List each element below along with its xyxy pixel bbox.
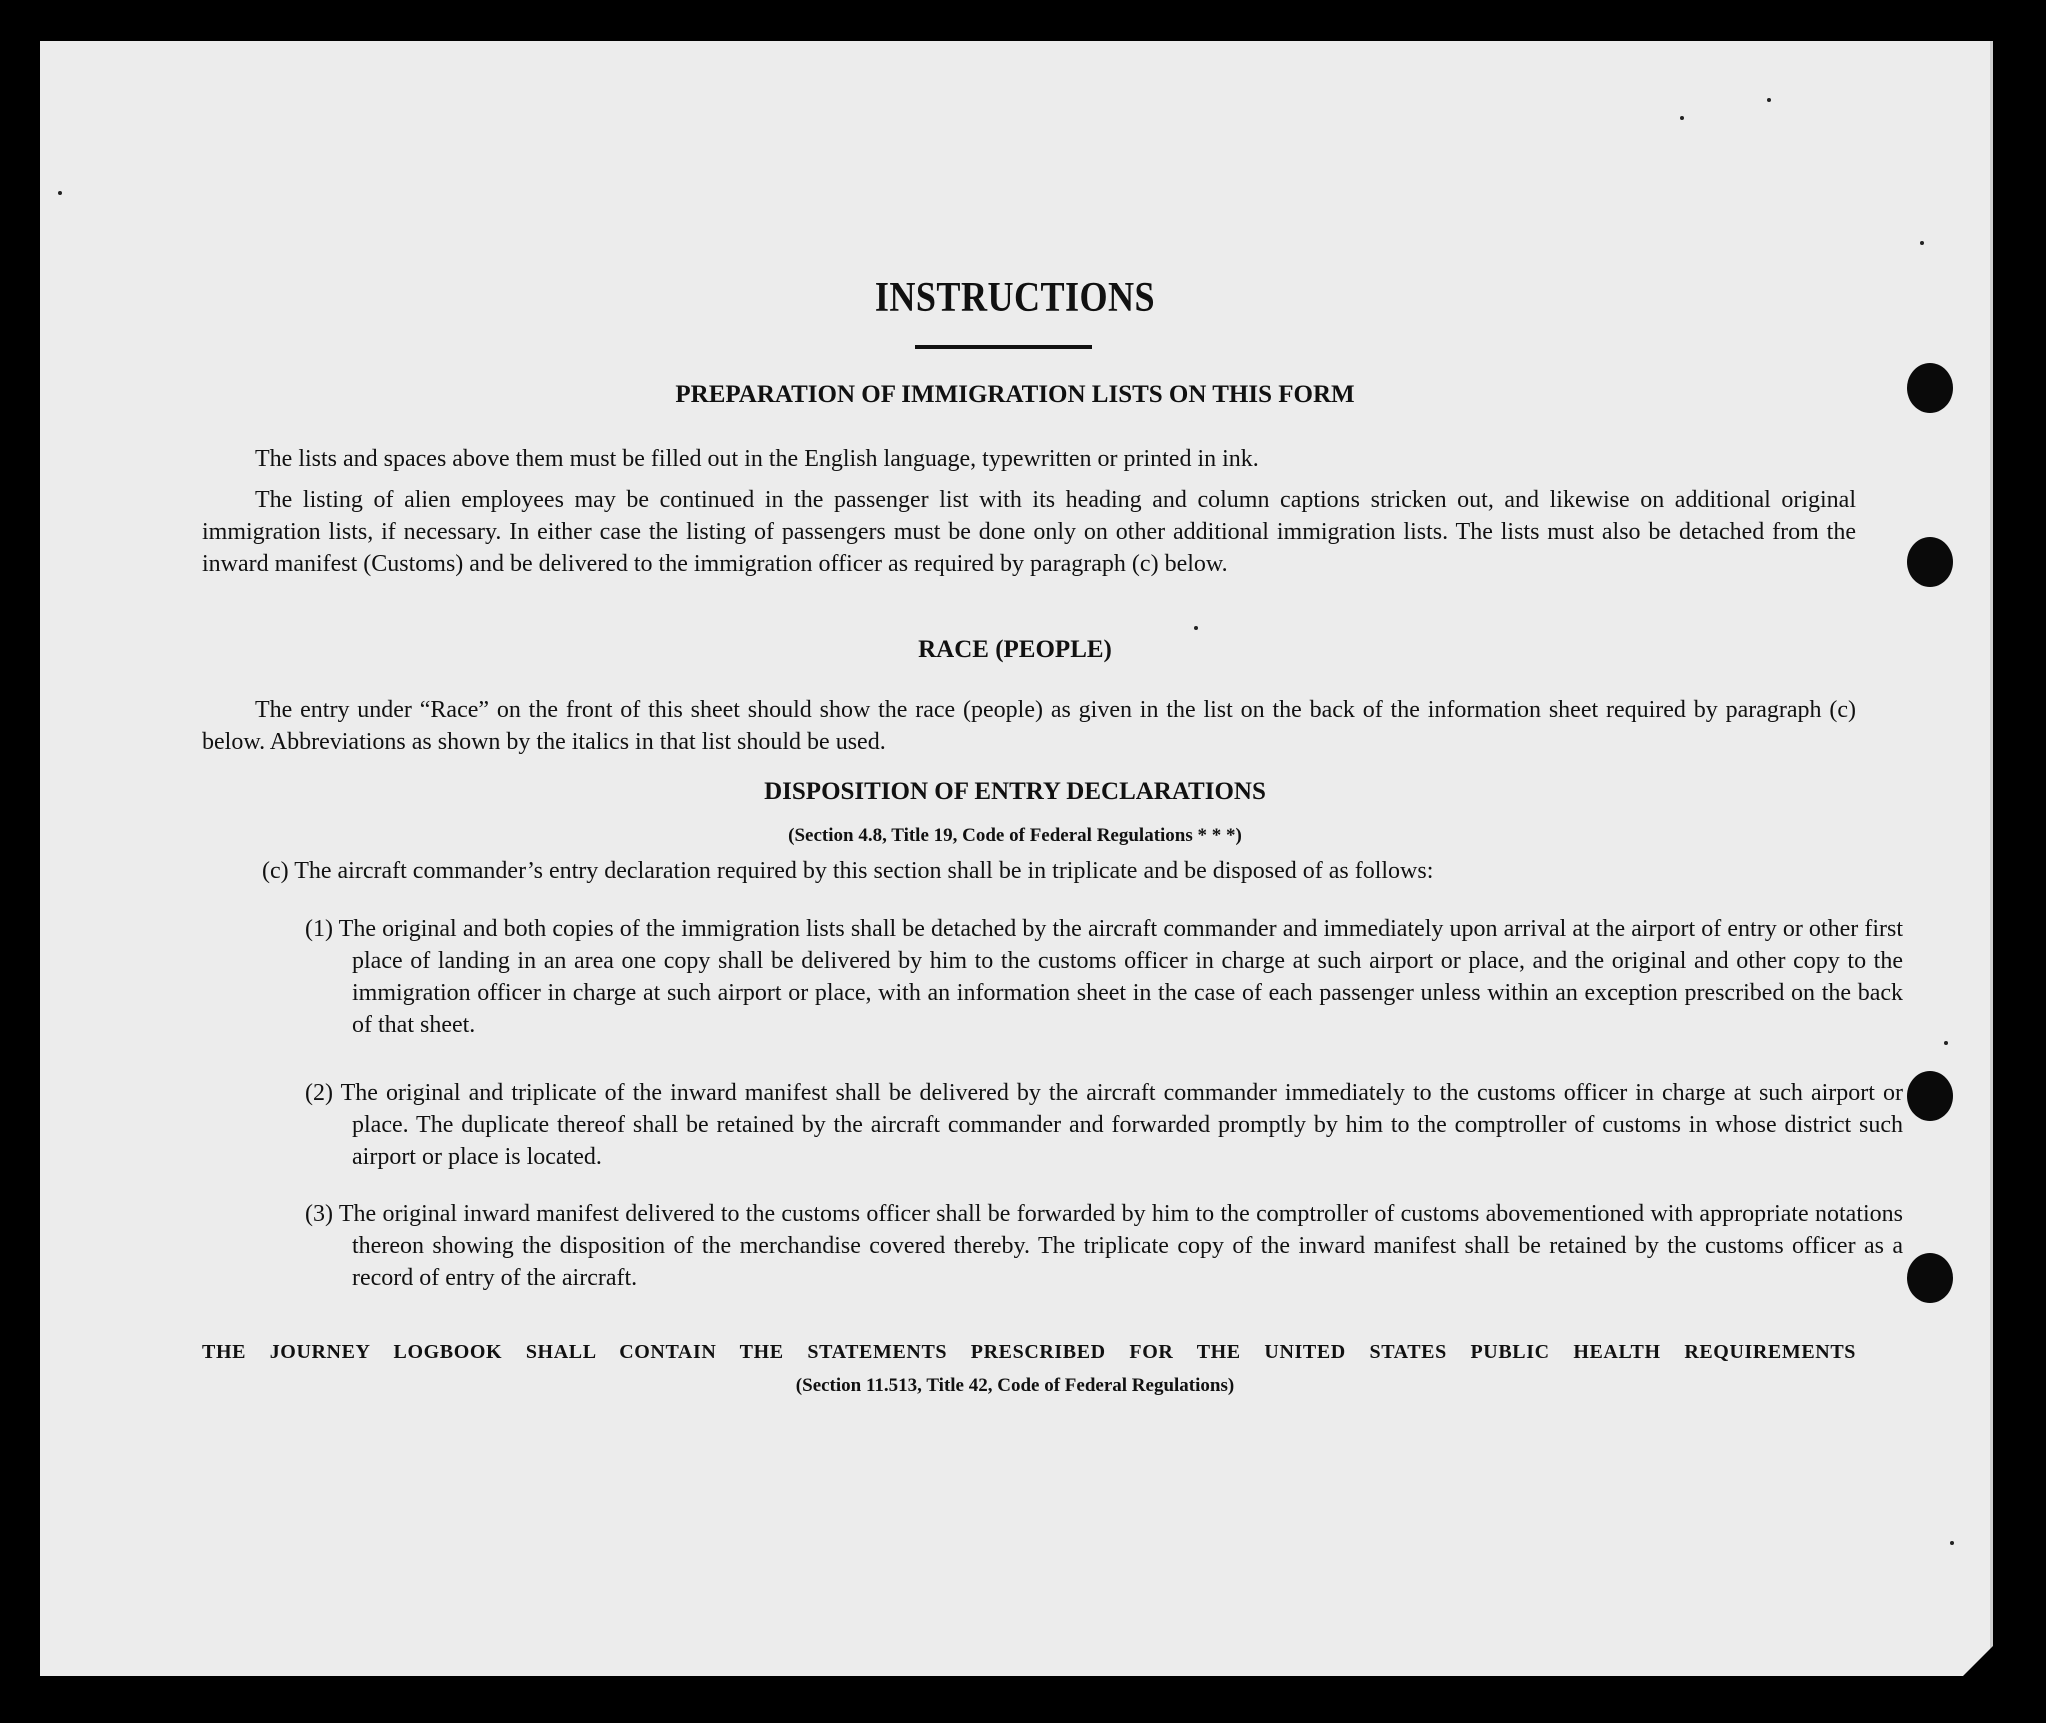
punch-hole [1907,1071,1953,1121]
scan-speck [58,191,62,195]
page-title: INSTRUCTIONS [874,275,1156,321]
scan-speck [1950,1541,1954,1545]
punch-hole [1907,1253,1953,1303]
footer-citation: (Section 11.513, Title 42, Code of Federal Regulations) [795,1375,1235,1396]
scan-speck [1920,241,1924,245]
scan-speck [1767,98,1771,102]
heading-race: RACE (PEOPLE) [918,636,1112,663]
citation-section-4-8: (Section 4.8, Title 19, Code of Federal Regulations * * *) [788,825,1242,846]
paragraph-c-intro: (c) The aircraft commander’s entry declaration required by this section shall be in triplicate and be disposed of as follows: [262,858,1434,884]
document-page [40,41,1993,1676]
footer-logbook-statement: THE JOURNEY LOGBOOK SHALL CONTAIN THE STATEMENTS PRESCRIBED FOR THE UNITED STATES PUBLIC HEALTH REQUIREMENTS [202,1341,1856,1363]
paragraph-language: The lists and spaces above them must be filled out in the English language, typewritten or printed in ink. [255,446,1259,472]
scan-speck [1194,626,1198,630]
list-item-3: (3) The original inward manifest delivered to the customs officer shall be forwarded by him to the comptroller of customs abovementioned with appropriate notations thereon showing the disposition of the merchandise covered thereby. The triplicate copy of the inward manifest shall be retained by the customs officer as a record of entry of the aircraft. [305,1201,1903,1291]
list-item-1: (1) The original and both copies of the immigration lists shall be detached by the aircraft commander and immediately upon arrival at the airport of entry or other first place of landing in an area one copy shall be delivered by him to the customs officer in charge at such airport or place, and the original and other copy to the immigration officer in charge at such airport or place, with an information sheet in the case of each passenger unless within an exception prescribed on the back of that sheet. [305,916,1903,1038]
heading-disposition: DISPOSITION OF ENTRY DECLARATIONS [764,778,1266,805]
title-underline [915,345,1092,349]
paragraph-alien-employees: The listing of alien employees may be continued in the passenger list with its heading and column captions stricken out, and likewise on additional original immigration lists, if necessary. In either case the listing of passengers must be done only on other additional immigration lists. The lists must also be detached from the inward manifest (Customs) and be delivered to the immigration officer as required by paragraph (c) below. [202,487,1856,577]
scan-speck [1680,116,1684,120]
scan-speck [1944,1041,1948,1045]
punch-hole [1907,537,1953,587]
list-item-2: (2) The original and triplicate of the inward manifest shall be delivered by the aircraft commander immediately to the customs officer in charge at such airport or place. The duplicate thereof shall be retained by the aircraft commander and forwarded promptly by him to the comptroller of customs in whose district such airport or place is located. [305,1080,1903,1170]
paragraph-race: The entry under “Race” on the front of this sheet should show the race (people) as given in the list on the back of the information sheet required by paragraph (c) below. Abbreviations as shown by the italics in that list should be used. [202,697,1856,755]
heading-preparation: PREPARATION OF IMMIGRATION LISTS ON THIS FORM [675,381,1355,408]
